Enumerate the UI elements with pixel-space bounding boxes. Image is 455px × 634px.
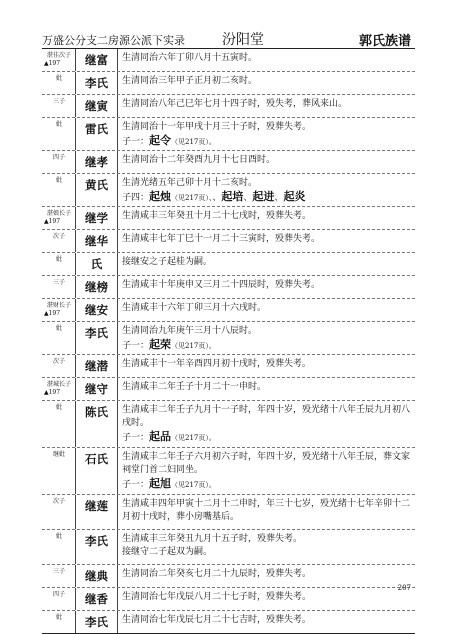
biography-cell — [118, 174, 415, 206]
generation-ref: ▲197 — [44, 59, 61, 67]
relation-cell — [42, 565, 76, 587]
relation-cell — [42, 530, 76, 564]
child-name: 起荣 — [149, 338, 172, 351]
biography-cell — [118, 448, 415, 494]
biography-cell — [118, 299, 415, 321]
biography-line: 生清咸丰十一年辛酉四月初十戌时，殁葬失考。 — [122, 359, 312, 369]
relation-cell — [42, 378, 76, 400]
biography-line: 生清同治八年己巳年七月十四子时，殁失考，葬风来山。 — [122, 99, 348, 109]
generation-ref: ▲197 — [44, 388, 61, 396]
relation-label: 湛娘长子 — [46, 210, 71, 217]
relation-label: 妣 — [55, 177, 62, 184]
person-name: 继潜 — [76, 355, 118, 377]
relation-label: 继妣 — [52, 451, 65, 458]
person-name: 李氏 — [76, 611, 118, 633]
relation-label: 三子 — [52, 568, 65, 575]
genealogy-entry — [42, 401, 415, 448]
relation-cell — [42, 174, 76, 206]
child-name: 起品 — [149, 430, 172, 443]
person-name: 氏 — [76, 253, 118, 275]
relation-cell — [42, 95, 76, 117]
person-name: 继香 — [76, 588, 118, 610]
biography-cell — [118, 151, 415, 173]
biography-line: 接继安之子起桂为嗣。 — [122, 257, 213, 267]
page-header — [42, 28, 415, 48]
relation-cell — [42, 151, 76, 173]
person-name: 继安 — [76, 299, 118, 321]
header-hall: 汾阳堂 — [222, 32, 264, 48]
genealogy-entry — [42, 49, 415, 72]
children-prefix: 子一： — [122, 341, 150, 351]
children-prefix: 子一： — [122, 480, 150, 490]
biography-line: 生清同治十一年甲戌十月三十子时，殁葬失考。 — [122, 122, 312, 132]
child-name: 起烛 — [149, 190, 172, 203]
genealogy-entry — [42, 565, 415, 588]
relation-label: 次子 — [52, 498, 65, 505]
biography-line: 生清咸丰二年壬子十月二十一申时。 — [122, 382, 267, 392]
biography-line: 生清咸丰四年甲寅十二月十二申时，年三十七岁，殁光绪十七年辛卯十二月初十戌时，葬小房嘴基后。 — [122, 499, 411, 522]
biography-cell — [118, 565, 415, 587]
genealogy-entry — [42, 230, 415, 253]
relation-cell — [42, 322, 76, 354]
relation-label: 妣 — [55, 75, 62, 82]
relation-label: 妣 — [55, 404, 62, 411]
genealogy-entry — [42, 611, 415, 633]
biography-line: 接继守二子起双为嗣。 — [122, 547, 213, 557]
biography-cell — [118, 230, 415, 252]
relation-cell — [42, 495, 76, 529]
person-name: 李氏 — [76, 322, 118, 354]
biography-line: 生清同治十二年癸酉九月十七日酉时。 — [122, 155, 276, 165]
genealogy-entry — [42, 355, 415, 378]
relation-cell — [42, 299, 76, 321]
relation-cell — [42, 611, 76, 633]
genealogy-entry — [42, 448, 415, 495]
person-name: 黄氏 — [76, 174, 118, 206]
biography-cell — [118, 276, 415, 298]
relation-cell — [42, 49, 76, 71]
relation-label: 妣 — [55, 533, 62, 540]
children-prefix: 子四： — [122, 193, 150, 203]
genealogy-entry — [42, 299, 415, 322]
person-name: 李氏 — [76, 72, 118, 94]
relation-cell — [42, 448, 76, 494]
page-reference-note: （见217页）。 — [171, 138, 216, 146]
genealogy-entry — [42, 151, 415, 174]
biography-cell — [118, 611, 415, 633]
person-name: 继榜 — [76, 276, 118, 298]
biography-cell — [118, 72, 415, 94]
biography-cell — [118, 207, 415, 229]
person-name: 继华 — [76, 230, 118, 252]
person-name: 石氏 — [76, 448, 118, 494]
person-name: 雷氏 — [76, 118, 118, 150]
child-name: 起令 — [149, 134, 172, 147]
relation-cell — [42, 355, 76, 377]
genealogy-entry — [42, 118, 415, 151]
biography-cell — [118, 588, 415, 610]
biography-cell — [118, 95, 415, 117]
relation-label: 四子 — [52, 154, 65, 161]
child-name: 起培 — [221, 190, 244, 203]
relation-cell — [42, 207, 76, 229]
genealogy-entry — [42, 530, 415, 565]
biography-cell — [118, 322, 415, 354]
biography-line: 生清咸丰二年壬子六月初六子时，年四十岁，殁光绪十八年壬辰，葬文家祠堂门首二妇同坐。 — [122, 452, 411, 475]
relation-label: 妣 — [55, 121, 62, 128]
genealogy-entry — [42, 72, 415, 95]
genealogy-entry — [42, 207, 415, 230]
person-name: 继学 — [76, 207, 118, 229]
page-reference-note: （见217页）、 — [171, 194, 213, 202]
page-number: 207 — [397, 584, 411, 592]
biography-line: 生清同治七年戊辰七月二十七吉时，殁葬失考。 — [122, 615, 312, 625]
page-reference-note: （见217页）。 — [171, 481, 216, 489]
relation-label: 四子 — [52, 591, 65, 598]
biography-cell — [118, 253, 415, 275]
relation-label: 次子 — [52, 358, 65, 365]
person-name: 继寅 — [76, 95, 118, 117]
genealogy-entry — [42, 588, 415, 611]
page-reference-note: （见217页）。 — [171, 342, 216, 350]
biography-line: 生清咸丰十年庚申又三月二十四辰时，殁葬失考。 — [122, 280, 321, 290]
children-line: 子四：起烛（见217页）、、起培、起进、起炎 — [122, 190, 306, 203]
biography-line: 生清同治六年丁卯八月十五寅时。 — [122, 53, 258, 63]
biography-line: 生清咸丰十六年丁卯三月十六戌时。 — [122, 303, 267, 313]
genealogy-entry — [42, 378, 415, 401]
page-reference-note: （见217页）。 — [171, 434, 216, 442]
relation-cell — [42, 588, 76, 610]
relation-label: 次子 — [52, 233, 65, 240]
person-name: 继富 — [76, 49, 118, 71]
biography-line: 生清咸丰三年癸丑九月十五子时，殁葬失考。 — [122, 534, 303, 544]
children-line — [122, 430, 411, 445]
generation-ref: ▲197 — [44, 217, 61, 225]
biography-cell — [118, 355, 415, 377]
relation-label: 妣 — [55, 325, 62, 332]
relation-label: 妣 — [55, 614, 62, 621]
genealogy-entry — [42, 322, 415, 355]
biography-line: 生清咸丰七年丁巳十一月二十三寅时，殁葬失考。 — [122, 234, 321, 244]
person-name: 继莲 — [76, 495, 118, 529]
biography-line: 生清同治二年癸亥七月二十九辰时，殁葬失考。 — [122, 569, 312, 579]
child-name: 起旭 — [149, 477, 172, 490]
relation-label: 湛财长子 — [46, 302, 71, 309]
relation-cell — [42, 401, 76, 447]
genealogy-table — [42, 48, 415, 634]
biography-cell — [118, 530, 415, 564]
biography-line: 生清同治九年庚午三月十八辰时。 — [122, 326, 258, 336]
relation-label: 三子 — [52, 279, 65, 286]
relation-label: 湛佳次子 — [46, 52, 71, 59]
genealogy-entry — [42, 495, 415, 530]
biography-line: 生清同治三年甲子正月初二亥时。 — [122, 76, 258, 86]
biography-cell — [118, 49, 415, 71]
children-line — [122, 134, 411, 149]
biography-line: 生清咸丰三年癸丑十月二十七戌时，殁葬失考。 — [122, 211, 312, 221]
header-lineage: 万盛公分支二房源公派下实录 — [42, 34, 185, 47]
biography-line: 生清咸丰二年壬子九月十一子时，年四十岁，殁光绪十八年壬辰九月初八戌时。 — [122, 405, 411, 428]
child-name: 起进 — [252, 190, 275, 203]
person-name: 陈氏 — [76, 401, 118, 447]
relation-cell — [42, 230, 76, 252]
biography-cell — [118, 495, 415, 529]
person-name: 继孝 — [76, 151, 118, 173]
children-prefix: 子一： — [122, 137, 150, 147]
relation-cell — [42, 276, 76, 298]
generation-ref: ▲197 — [44, 309, 61, 317]
header-title: 郭氏族谱 — [358, 34, 411, 49]
genealogy-entry — [42, 95, 415, 118]
relation-label: 妣 — [55, 256, 62, 263]
biography-cell — [118, 401, 415, 447]
biography-cell — [118, 378, 415, 400]
person-name: 继守 — [76, 378, 118, 400]
relation-cell — [42, 72, 76, 94]
relation-label: 三子 — [52, 98, 65, 105]
biography-cell — [118, 118, 415, 150]
person-name: 继典 — [76, 565, 118, 587]
relation-cell — [42, 253, 76, 275]
child-name: 起炎 — [283, 190, 306, 203]
children-line — [122, 338, 411, 353]
children-line — [122, 477, 411, 492]
biography-line: 生清光绪五年己卯十月十二亥时。 — [122, 178, 258, 188]
genealogy-entry — [42, 253, 415, 276]
person-name: 李氏 — [76, 530, 118, 564]
genealogy-entry — [42, 174, 415, 207]
children-prefix: 子一： — [122, 433, 150, 443]
genealogy-entry — [42, 276, 415, 299]
relation-cell — [42, 118, 76, 150]
relation-label: 湛城长子 — [46, 381, 71, 388]
biography-line: 生清同治七年戊辰八月二十七子时，殁葬失考。 — [122, 592, 312, 602]
